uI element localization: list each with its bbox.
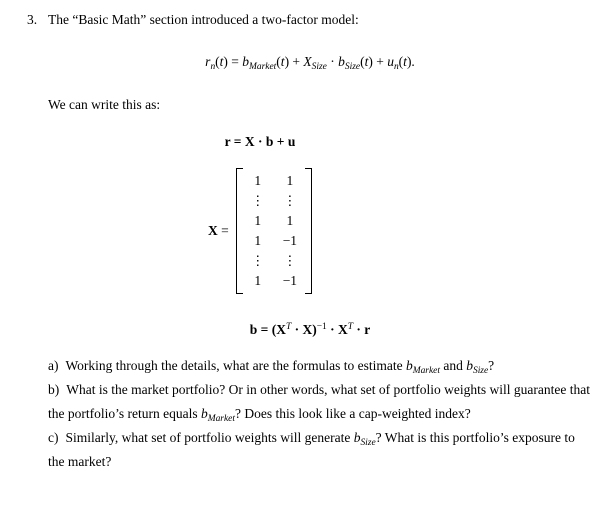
part-b-text: What is the market portfolio? Or in other words, what set of portfolio weights will guarantee that the portfolio’s return equals $b_{Market}$? Does this look like a cap-weighted index?: [48, 382, 590, 425]
matrix-cell: 1: [254, 173, 262, 188]
matrix-grid: [243, 168, 305, 294]
matrix-cell: −1: [282, 273, 298, 288]
part-b: [48, 378, 593, 426]
matrix-cell: ⋮: [250, 253, 265, 268]
matrix-cell: 1: [254, 273, 262, 288]
part-c: [48, 426, 593, 474]
matrix-cell: 1: [286, 173, 294, 188]
part-a-text: Working through the details, what are the formulas to estimate $b_{Market}$ and $b_{Size}$?: [65, 358, 495, 377]
matrix-cell: 1: [254, 233, 262, 248]
matrix-bracket-left: [236, 168, 243, 294]
matrix-cell: 1: [286, 213, 294, 228]
matrix-label: X =: [207, 223, 229, 238]
problem-number: 3.: [27, 12, 38, 27]
matrix-cell: −1: [282, 233, 298, 248]
matrix-equation: [27, 168, 493, 294]
part-b-label: b): [48, 382, 60, 397]
equation-ols-estimator: $b = (X^T \cdot X)^{-1} \cdot X^T \cdot r$: [249, 321, 371, 337]
write-as-text: We can write this as:: [48, 97, 161, 112]
equation-vector-form: r = X · b + u: [224, 134, 296, 149]
equation-two-factor-model: $r_n(t) = b_{Market}(t) + X_{Size} \cdot b_{Size}(t) + u_n(t)$.: [205, 54, 415, 73]
part-c-text: Similarly, what set of portfolio weights will generate $b_{Size}$? What is this portfolio’s exposure to the market?: [48, 430, 575, 469]
part-c-label: c): [48, 430, 59, 445]
x-matrix: [236, 168, 312, 294]
matrix-cell: ⋮: [283, 253, 297, 268]
matrix-cell: 1: [254, 213, 262, 228]
part-a: [48, 354, 593, 378]
matrix-cell: ⋮: [250, 193, 265, 208]
problem-header: [27, 12, 593, 28]
part-a-label: a): [48, 358, 59, 373]
problem-intro: The “Basic Math” section introduced a two-factor model:: [48, 12, 359, 27]
matrix-cell: ⋮: [283, 193, 297, 208]
question-parts: [48, 354, 593, 474]
matrix-bracket-right: [305, 168, 312, 294]
